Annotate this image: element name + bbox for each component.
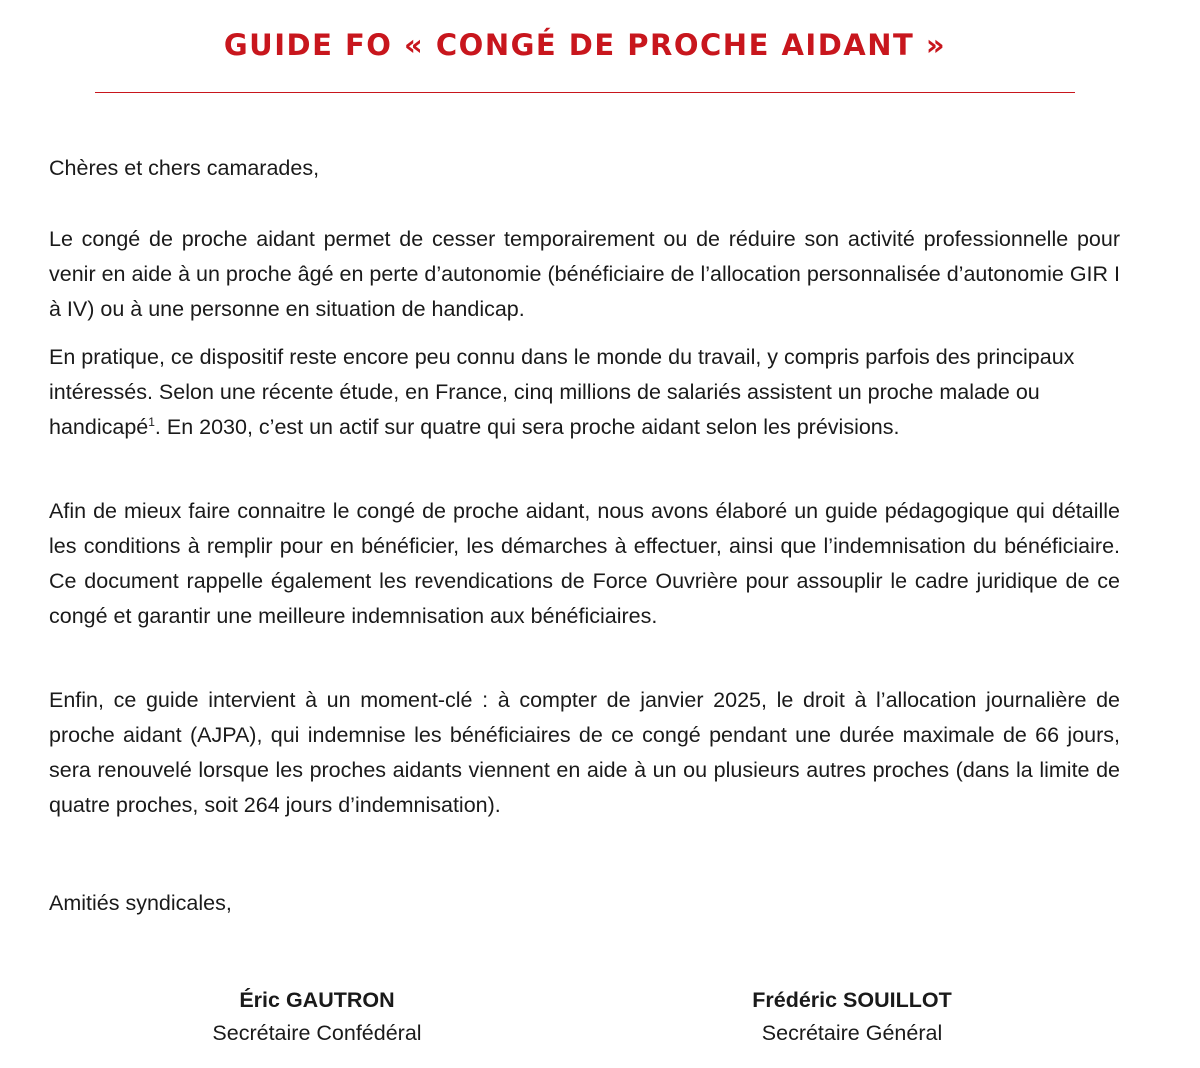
signatory-name: Éric GAUTRON: [239, 988, 395, 1012]
document-title: GUIDE FO « CONGÉ DE PROCHE AIDANT »: [223, 28, 947, 62]
closing-salutation: Amitiés syndicales,: [49, 891, 232, 915]
greeting: Chères et chers camarades,: [49, 156, 320, 180]
paragraph-3: Afin de mieux faire connaitre le congé de proche aidant, nous avons élaboré un guide pédagogique qui détaille les conditions à remplir pour en bénéficier, les démarches à effectuer, ainsi que l’indemnisation du bénéficiaire. Ce document rappelle également les revendications de Force Ouvrière pour assouplir le cadre juridique de ce congé et garantir une meilleure indemnisation aux bénéficiaires.: [49, 499, 1120, 628]
footnote-mark: 1: [148, 414, 155, 429]
signatory-role: Secrétaire Confédéral: [212, 1021, 422, 1045]
signature-block-left: [117, 984, 517, 1050]
paragraph-2-text-before-note: En pratique, ce dispositif reste encore peu connu dans le monde du travail, y compris parfois des principaux intéressés. Selon une récente étude, en France, cinq millions de salariés assistent un proche malade ou handicapé: [49, 345, 1075, 439]
title-divider: [95, 92, 1075, 93]
signatory-role: Secrétaire Général: [761, 1021, 943, 1045]
paragraph-2: [49, 340, 1120, 445]
paragraph-1: Le congé de proche aidant permet de cesser temporairement ou de réduire son activité professionnelle pour venir en aide à un proche âgé en perte d’autonomie (bénéficiaire de l’allocation personnalisée d’autonomie GIR I à IV) ou à une personne en situation de handicap.: [49, 227, 1120, 321]
signatory-name: Frédéric SOUILLOT: [752, 988, 952, 1012]
signature-block-right: [652, 984, 1052, 1050]
paragraph-4: Enfin, ce guide intervient à un moment-clé : à compter de janvier 2025, le droit à l’allocation journalière de proche aidant (AJPA), qui indemnise les bénéficiaires de ce congé pendant une durée maximale de 66 jours, sera renouvelé lorsque les proches aidants viennent en aide à un ou plusieurs autres proches (dans la limite de quatre proches, soit 264 jours d’indemnisation).: [49, 688, 1120, 817]
paragraph-2-text-after-note: . En 2030, c’est un actif sur quatre qui sera proche aidant selon les prévisions.: [154, 415, 900, 439]
